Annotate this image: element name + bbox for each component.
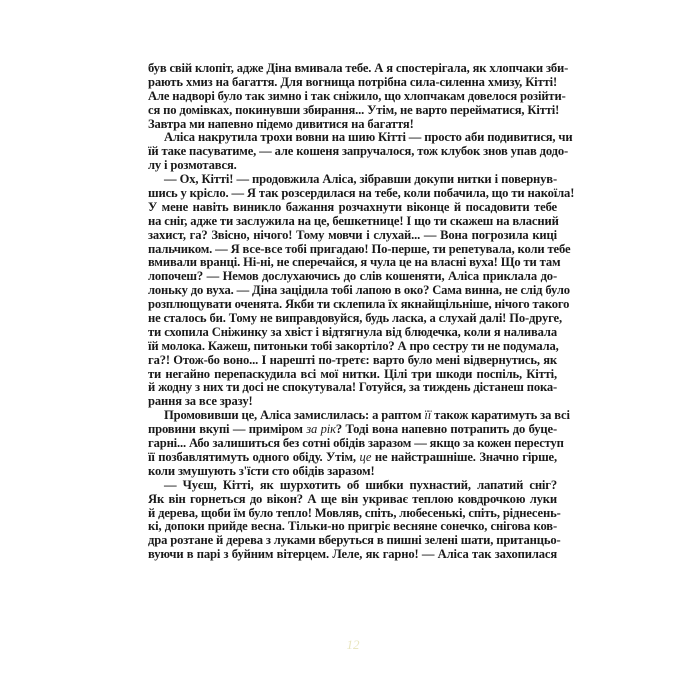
text-segment: не сталось би. Тому не виправдовуйся, будь ласка, а слухай далі! По-друге, [148, 311, 562, 326]
text-line [148, 186, 575, 201]
text-segment: гарні... Або залишиться без сотні обідів заразом — якщо за кожен переступ [148, 436, 564, 451]
text-segment: ? Тоді вона напевно потрапить до буце- [335, 422, 557, 437]
text-segment: Але надворі було так зимно і так сніжило, що хлопчакам довелося розійти- [148, 88, 566, 103]
text-segment: й дерева, щоби їм було тепло! Мовляв, спіть, любесенькі, спіть, ріднесень- [148, 505, 561, 520]
text-line [148, 340, 557, 354]
text-line [148, 201, 557, 215]
text-segment: лоньку до вуха. — Діна зацідила тобі лапою в око? Сама винна, не слід було [148, 283, 570, 298]
text-line [148, 395, 557, 409]
text-line [148, 215, 557, 229]
text-line [148, 423, 557, 437]
text-segment: ся по домівках, покинувши збирання... Утім, не варто перейматися, Кітті! [148, 102, 560, 117]
page-number: 12 [346, 637, 360, 652]
text-line [148, 297, 570, 312]
text-line [148, 479, 557, 493]
text-line [148, 408, 570, 423]
text-line [148, 533, 561, 548]
text-line [148, 270, 557, 284]
italic-text: її [424, 408, 432, 423]
text-segment: їй молока. Кажеш, питоньки тобі закортіло? А про сестру ти не подумала, [148, 338, 559, 353]
text-segment: пальчиком. — Я все-все тобі пригадаю! По-перше, ти репетувала, коли тебе [148, 241, 571, 256]
text-line [148, 173, 557, 187]
text-line [148, 493, 557, 507]
text-segment: лопочеш? — Немов дослухаючись до слів кошеняти, Аліса приклала до- [148, 269, 557, 284]
text-segment: їй таке пасуватиме, — але кошеня запручалося, тож клубок знов упав додо- [148, 144, 569, 159]
text-segment: У мене навіть виникло бажання розчахнути віконце й посадовити тебе [148, 199, 557, 214]
text-line [148, 229, 557, 243]
text-segment: ти схопила Сніжинку за хвіст і відтягнула від блюдечка, коли я наливала [148, 324, 557, 339]
text-segment: був свій клопіт, адже Діна вмивала тебе. А я спостерігала, як хлопчаки зби- [148, 61, 569, 75]
text-segment: рання за все зразу! [148, 394, 253, 409]
text-segment: розплющувати оченята. Якби ти склепила їх якнайщільніше, нічого такого [148, 297, 570, 312]
text-segment: вмивали вранці. Ні-ні, не сперечайся, я чула це на власні вуха! Що ти там [148, 255, 561, 270]
text-segment: коли змушують з'їсти сто обідів заразом! [148, 463, 375, 478]
text-segment: Завтра ми напевно підемо дивитися на багаття! [148, 116, 414, 131]
text-segment: га?! Отож-бо воно... І нарешті по-третє: варто було мені відвернутись, як [148, 352, 557, 367]
text-segment: лу і розмотався. [148, 158, 237, 173]
text-line [148, 451, 557, 465]
text-line [148, 436, 564, 451]
text-line [148, 520, 557, 534]
text-line [148, 159, 557, 173]
text-line [148, 465, 557, 479]
text-line [148, 354, 557, 368]
text-segment: провини вкупі — приміром [148, 422, 307, 437]
text-line [148, 61, 569, 76]
text-line [148, 255, 561, 270]
text-segment: також каратимуть за всі [431, 408, 570, 423]
italic-text: це [359, 449, 372, 464]
text-line [148, 118, 557, 132]
text-segment: її позбавлятимуть одного обіду. Утім, [148, 449, 360, 464]
book-page-text [148, 61, 575, 562]
text-line [148, 283, 570, 298]
text-segment: — Ох, Кітті! — продовжила Аліса, зібравши докупи нитки і повернув- [164, 172, 557, 187]
text-line [148, 102, 560, 118]
text-line [148, 368, 557, 382]
text-segment: Як він горнеться до вікон? А ще він укриває теплою ковдрочкою луки [148, 491, 557, 506]
text-segment: не найстрашніше. Значно гірше, [371, 449, 557, 464]
text-line [148, 144, 569, 159]
text-segment: кі, допоки прийде весна. Тільки-но пригріє весняне сонечко, снігова ков- [148, 519, 557, 534]
text-segment: Аліса накрутила трохи вовни на шию Кітті — просто аби подивитися, чи [164, 130, 573, 145]
text-segment: й жодну з них ти досі не спокутувала! Готуйся, за тиждень дістанеш пока- [148, 380, 558, 395]
text-line [148, 76, 557, 90]
text-segment: захист, га? Звісно, нічого! Тому мовчи і слухай... — Вона погрозила киці [148, 227, 557, 242]
text-line [148, 326, 557, 340]
text-segment: Промовивши це, Аліса замислилась: а раптом [164, 408, 425, 423]
text-segment: на сніг, адже ти заслужила на це, бешкетнице! І що ти скажеш на власний [148, 213, 559, 228]
italic-text: за рік [306, 422, 336, 437]
text-segment: рають хмиз на багаття. Для вогнища потрібна сила-силенна хмизу, Кітті! [148, 74, 557, 89]
text-line [148, 381, 557, 395]
text-segment: шись у крісло. — Я так розсердилася на тебе, коли побачила, що ти накоїла! [148, 186, 575, 201]
text-segment: дра розтане й дерева з луками вберуться в пишні зелені шати, пританцьо- [148, 533, 561, 548]
text-line [148, 311, 562, 326]
text-line [148, 130, 573, 145]
text-line [148, 88, 566, 104]
text-line [148, 241, 571, 257]
text-segment: ти негайно перепаскудила всі мої нитки. Цілі три шкоди поспіль, Кітті, [148, 366, 557, 381]
text-segment: — Чуєш, Кітті, як шурхотить об шибки пухнастий, лапатий сніг? [164, 477, 557, 492]
text-line [148, 505, 561, 521]
text-line [148, 548, 557, 562]
text-segment: вуючи в парі з буйним вітерцем. Леле, як гарно! — Аліса так захопилася [148, 547, 557, 562]
